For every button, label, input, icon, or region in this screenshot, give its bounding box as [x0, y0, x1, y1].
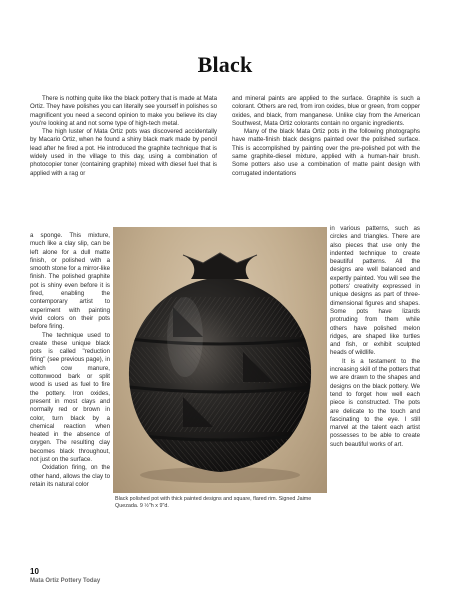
photo-caption: Black polished pot with thick painted designs and square, flared rim. Signed Jaime Quezada. 9 ½"h x 9"d. — [115, 496, 312, 509]
page-title: Black — [197, 52, 253, 77]
paragraph: There is nothing quite like the black pottery that is made at Mata Ortiz. They have polishes you can literally see yourself in polishes so magnificent you need a second opinion to make you believe its clay you're looking at and not some type of high-tech metal. — [30, 95, 217, 127]
running-footer: Mata Ortiz Pottery Today — [30, 578, 101, 584]
paragraph: Many of the black Mata Ortiz pots in the following photographs have matte-finish black designs painted over the polished surface. This is accomplished by painting over the pre-polished pot with the same graphite-diesel mixture, applied with a human-hair brush. Some potters also use a combination of matte paint design with corrugated indentations — [232, 128, 420, 177]
page-number: 10 — [30, 567, 39, 576]
paragraph: in various patterns, such as circles and triangles. There are also pieces that use only the indented technique to create beautiful patterns. All the designs are well balanced and expertly painted. You will see the potters' creativity expressed in unique designs as part of three-dimensional figures and shapes. Some pots have lizards protruding from them while others have polished melon ridges, are shaped like turtles and fish, or exhibit sculpted heads of wildlife. — [330, 225, 420, 357]
black-pot-illustration — [113, 227, 327, 493]
paragraph: and mineral paints are applied to the surface. Graphite is such a colorant. Others are red, from iron oxides, blue or green, from copper oxides, and black, from manganese. Unlike clay from the American Southwest, Mata Ortiz colorants contain no organic ingredients. — [232, 95, 420, 127]
right-column-top — [232, 95, 420, 178]
paragraph: It is a testament to the increasing skill of the potters that we are drawn to the shapes and designs on the black pottery. We tend to forget how well each piece is constructed. The pots are delicate to the touch and fascinating to the eye. I still marvel at the talent each artist possesses to be able to create such beautiful works of art. — [330, 357, 420, 448]
right-column-narrow — [330, 225, 420, 449]
paragraph: The high luster of Mata Ortiz pots was discovered accidentally by Macario Ortiz, when he found a shiny black mark made by pencil lead after he fired a pot. He introduced the graphite technique that is widely used in the village to this day, using a combination of photocopier toner (containing graphite) mixed with diesel fuel that is applied with a rag or — [30, 128, 217, 177]
paragraph: a sponge. This mixture, much like a clay slip, can be left alone for a dull matte finish, or polished with a smooth stone for a mirror-like finish. The polished graphite pot is shiny even before it is fired, enabling the contemporary artist to experiment with painting vivid colors on their pots before firing. — [30, 232, 110, 331]
paragraph: The technique used to create these unique black pots is called "reduction firing" (see previous page), in which cow manure, cottonwood bark or split wood is used as fuel to fire the pottery. Iron oxides, present in most clays and normally red or brown in color, turn black by a chemical reaction when heated in the absence of oxygen. The resulting clay becomes black throughout, not just on the surface. — [30, 331, 110, 464]
left-column-top — [30, 95, 217, 178]
left-column-narrow — [30, 232, 110, 489]
paragraph: Oxidation firing, on the other hand, allows the clay to retain its natural color — [30, 464, 110, 488]
pot-photo — [113, 227, 327, 493]
